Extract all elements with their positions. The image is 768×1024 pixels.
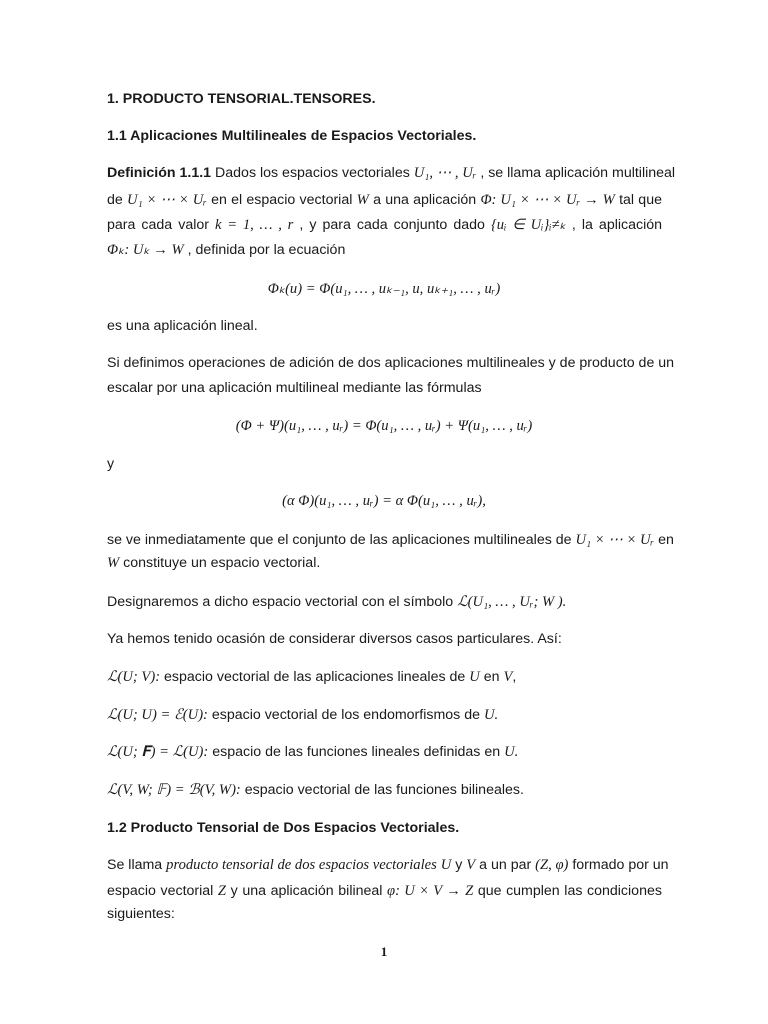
text: se ve inmediatamente que el conjunto de las aplicaciones multilineales de <box>107 532 572 548</box>
text: para cada valor <box>107 217 209 233</box>
case-item <box>107 745 518 760</box>
paragraph-2-line-2: escalar por una aplicación multilineal mediante las fórmulas <box>107 380 482 396</box>
text: espacio vectorial de las aplicaciones lineales de <box>164 669 466 685</box>
text: , se llama aplicación multilineal <box>480 165 676 181</box>
equation-phi-k: Φₖ(u) = Φ(u₁, … , uₖ₋₁, u, uₖ₊₁, … , uᵣ) <box>267 281 501 297</box>
text: Dados los espacios vectoriales <box>215 165 410 181</box>
math: {uᵢ ∈ Uᵢ}ᵢ≠ₖ <box>490 217 566 233</box>
text: Se llama <box>107 857 163 873</box>
math: φ: U × V → Z <box>387 883 474 899</box>
text: formado por un <box>572 857 669 873</box>
definition-line-3 <box>107 218 662 233</box>
document-title: 1. PRODUCTO TENSORIAL.TENSORES. <box>107 91 376 107</box>
conjunction-y: y <box>107 456 115 472</box>
math: W <box>107 555 120 571</box>
math: U. <box>504 744 519 760</box>
text: espacio vectorial <box>107 883 214 899</box>
text: , la aplicación <box>571 217 663 233</box>
page-number: 1 <box>380 944 388 959</box>
text: espacio de las funciones lineales definidas en <box>212 744 501 760</box>
math: V <box>466 857 476 873</box>
math: ℒ(U; V): <box>107 669 161 685</box>
text: , y para cada conjunto dado <box>299 217 485 233</box>
text: constituye un espacio vectorial. <box>123 555 321 571</box>
math: U <box>440 857 452 873</box>
math: (Z, φ) <box>535 857 569 873</box>
definition-line-4 <box>107 243 345 258</box>
text: que cumplen las condiciones <box>477 883 662 899</box>
italic-term: producto tensorial de dos espacios vectoriales <box>166 857 437 873</box>
math: k = 1, … , r <box>215 217 294 233</box>
definition-line-2 <box>107 193 662 208</box>
paragraph-6-line-1 <box>107 857 669 873</box>
text: a una aplicación <box>373 192 477 208</box>
text: y <box>455 857 463 873</box>
math: ℒ(U₁, … , Uᵣ; W ). <box>457 594 567 610</box>
paragraph-6-line-3: siguientes: <box>107 906 175 922</box>
equation-sum: (Φ + Ψ)(u₁, … , uᵣ) = Φ(u₁, … , uᵣ) + Ψ(u₁, … , uᵣ) <box>235 418 533 434</box>
text: , <box>512 669 517 685</box>
equation-scalar: (α Φ)(u₁, … , uᵣ) = α Φ(u₁, … , uᵣ), <box>282 493 486 509</box>
paragraph-3-line-1 <box>107 532 674 548</box>
section-1-2-heading: 1.2 Producto Tensorial de Dos Espacios Vectoriales. <box>107 820 460 836</box>
paragraph-3-line-2 <box>107 556 320 571</box>
text: espacio vectorial de las funciones bilineales. <box>244 782 524 798</box>
math: U₁ × ⋯ × Uᵣ <box>127 192 207 208</box>
math: ℒ(V, W; 𝔽) = ℬ(V, W): <box>107 782 241 798</box>
math: V <box>503 669 513 685</box>
math: U. <box>483 707 499 723</box>
definition-label: Definición 1.1.1 <box>107 165 212 181</box>
text: tal que <box>619 192 662 208</box>
definition-tail: es una aplicación lineal. <box>107 318 258 334</box>
paragraph-2-line-1: Si definimos operaciones de adición de dos aplicaciones multilineales y de producto de un <box>107 355 675 371</box>
text: en <box>483 669 500 685</box>
text: de <box>107 192 123 208</box>
paragraph-4 <box>107 595 566 610</box>
definition-line-1 <box>107 165 676 181</box>
math: U₁, ⋯ , Uᵣ <box>413 165 477 181</box>
case-item <box>107 670 516 685</box>
text: en el espacio vectorial <box>211 192 353 208</box>
case-item <box>107 708 498 723</box>
math: Φ: U₁ × ⋯ × Uᵣ → W <box>480 192 615 208</box>
text: y una aplicación bilineal <box>230 883 383 899</box>
math: U <box>469 669 480 685</box>
section-1-1-heading: 1.1 Aplicaciones Multilineales de Espacios Vectoriales. <box>107 128 477 144</box>
case-item <box>107 783 524 798</box>
math: W <box>356 192 369 208</box>
text: a un par <box>479 857 532 873</box>
math: ℒ(U; U) = ℰ(U): <box>107 707 208 723</box>
math: ℒ(U; 𝐅) = ℒ(U): <box>107 744 209 760</box>
text: , definida por la ecuación <box>187 242 346 258</box>
text: en <box>658 532 674 548</box>
math: Φₖ: Uₖ → W <box>107 242 184 258</box>
paragraph-5: Ya hemos tenido ocasión de considerar diversos casos particulares. Así: <box>107 631 562 647</box>
text: espacio vectorial de los endomorfismos de <box>211 707 480 723</box>
math: U₁ × ⋯ × Uᵣ <box>575 532 655 548</box>
paragraph-6-line-2 <box>107 884 662 899</box>
math: Z <box>217 883 227 899</box>
text: Designaremos a dicho espacio vectorial con el símbolo <box>107 594 454 610</box>
